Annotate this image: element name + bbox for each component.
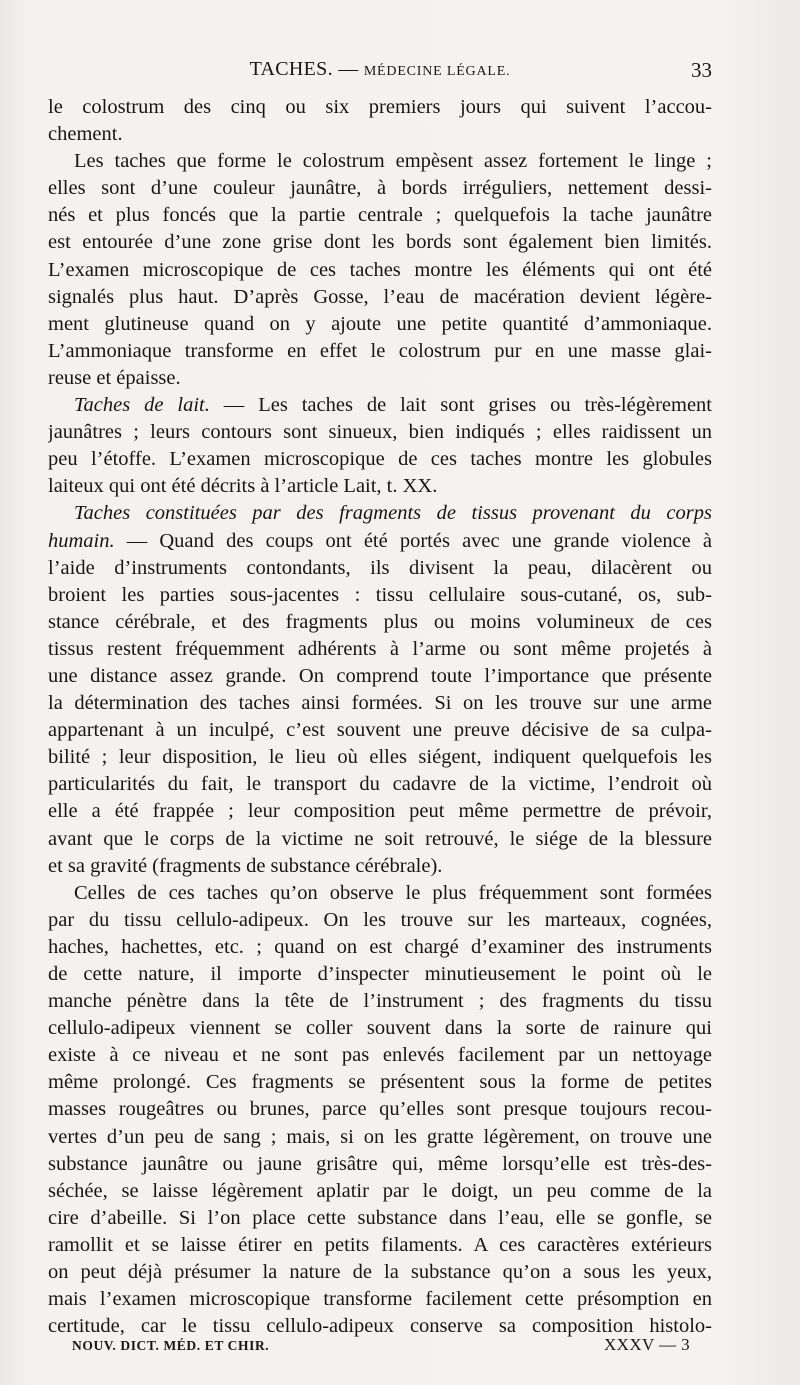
italic-heading: Taches de lait. [74,394,210,417]
text-line: mais l’examen microscopique transforme facilement cette présomption en [48,1288,712,1311]
text-line: signalés plus haut. D’après Gosse, l’eau de macération devient légère- [48,285,712,308]
line-rest: — Quand des coups ont été portés avec une grande violence à [114,529,712,552]
text-line: L’examen microscopique de ces taches montre les éléments qui ont été [48,258,712,281]
text-line: on peut déjà présumer la nature de la substance qu’on a sous les yeux, [48,1261,712,1284]
text-line: cellulo-adipeux viennent se coller souvent dans la sorte de rainure qui [48,1017,712,1040]
italic-heading: Taches constituées par des fragments de tissus provenant du corps [74,502,712,525]
text-line: existe à ce niveau et ne sont pas enlevés facilement par un nettoyage [48,1044,712,1067]
page-number: 33 [691,58,712,82]
text-line: laiteux qui ont été décrits à l’article Lait, t. XX. [48,475,438,498]
text-line: L’ammoniaque transforme en effet le colostrum pur en une masse glai- [48,339,712,362]
text-line: la détermination des taches ainsi formées. Si on les trouve sur une arme [48,692,712,715]
text-line: elle a été frappée ; leur composition peut même permettre de prévoir, [48,800,712,823]
text-line: une distance assez grande. On comprend toute l’importance que présente [48,664,712,687]
text-line: broient les parties sous-jacentes : tissu cellulaire sous-cutané, os, sub- [48,583,712,606]
text-line: vertes d’un peu de sang ; mais, si on les gratte légèrement, on trouve une [48,1125,712,1148]
text-line: substance jaunâtre ou jaune grisâtre qui, même lorsqu’elle est très-des- [48,1152,712,1175]
text-line: avant que le corps de la victime ne soit retrouvé, le siége de la blessure [48,827,712,850]
text-line [48,528,712,555]
text-line: particularités du fait, le transport du cadavre de la victime, l’endroit où [48,773,712,796]
text-line: reuse et épaisse. [48,366,181,389]
printer-signature [72,1336,712,1360]
text-line [48,500,712,527]
text-line: Celles de ces taches qu’on observe le plus fréquemment sont formées [74,881,712,904]
text-line: chement. [48,123,123,146]
text-line: stance cérébrale, et des fragments plus ou moins volumineux de ces [48,610,712,633]
signature-title: NOUV. DICT. MÉD. ET CHIR. [72,1338,270,1353]
text-line: haches, hachettes, etc. ; quand on est chargé d’examiner des instruments [48,935,712,958]
text-line: bilité ; leur disposition, le lieu où elles siégent, indiquent quelquefois les [48,746,712,769]
text-line: manche pénètre dans la tête de l’instrument ; des fragments du tissu [48,990,712,1013]
text-line: ramollit et se laisse étirer en petits filaments. A ces caractères extérieurs [48,1233,712,1256]
signature-mark: XXXV — 3 [603,1335,690,1354]
text-line: Les taches que forme le colostrum empèsent assez fortement le linge ; [74,150,712,173]
text-line: séchée, se laisse légèrement aplatir par le doigt, un peu comme de la [48,1179,712,1202]
running-title-main: TACHES. [249,58,333,80]
text-line: appartenant à un inculpé, c’est souvent une preuve décisive de sa culpa- [48,719,712,742]
text-line: et sa gravité (fragments de substance cérébrale). [48,854,443,877]
running-title [48,58,712,81]
text-line: masses rougeâtres ou brunes, parce qu’elles sont presque toujours recou- [48,1098,712,1121]
text-line: certitude, car le tissu cellulo-adipeux conserve sa composition histolo- [48,1315,712,1338]
text-line: le colostrum des cinq ou six premiers jours qui suivent l’accou- [48,96,712,118]
running-title-section: MÉDECINE LÉGALE. [363,64,511,79]
text-line: jaunâtres ; leurs contours sont sinueux, bien indiqués ; elles raidissent un [48,421,712,444]
running-title-separator: — [332,58,364,80]
text-line: tissus restent fréquemment adhérents à l’arme ou sont même projetés à [48,637,712,660]
text-line: elles sont d’une couleur jaunâtre, à bords irréguliers, nettement dessi- [48,177,712,200]
italic-heading: humain. [48,529,115,552]
running-header [48,58,712,88]
text-line: par du tissu cellulo-adipeux. On les trouve sur les marteaux, cognées, [48,908,712,931]
text-line: même prolongé. Ces fragments se présentent sous la forme de petites [48,1071,712,1094]
text-line: de cette nature, il importe d’inspecter minutieusement le point où le [48,963,712,985]
text-line: ment glutineuse quand on y ajoute une petite quantité d’ammoniaque. [48,312,712,335]
line-rest: — Les taches de lait sont grises ou très-légèrement [209,394,712,417]
text-line: est entourée d’une zone grise dont les bords sont également bien limités. [48,231,712,254]
body-text [48,94,712,1340]
text-line: nés et plus foncés que la partie centrale ; quelquefois la tache jaunâtre [48,204,712,227]
text-line: l’aide d’instruments contondants, ils divisent la peau, dilacèrent ou [48,556,712,579]
text-line: peu l’étoffe. L’examen microscopique de ces taches montre les globules [48,448,712,471]
text-line [48,392,712,419]
text-line: cire d’abeille. Si l’on place cette substance dans l’eau, elle se gonfle, se [48,1206,712,1229]
